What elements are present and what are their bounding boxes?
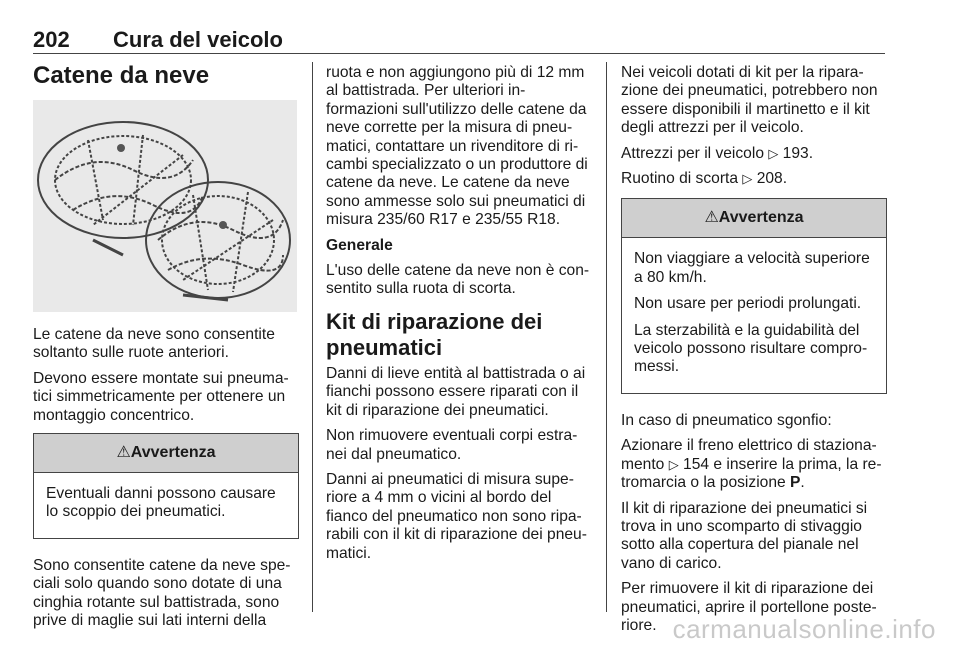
warning-box <box>621 198 887 393</box>
watermark: carmanualsonline.info <box>672 614 936 644</box>
paragraph-with-reference <box>621 170 887 188</box>
paragraph: Danni ai pneumatici di misura superiore a 4 mm o vicini al bordo del fianco del pneumatico non sono riparabili con il kit di riparazione dei pneumatici. <box>326 470 587 562</box>
paragraph: Sono consentite catene da neve speciali solo quando sono dotate di una cinghia rotante sul battistrada, sono prive di maglie sui lati interni della <box>33 556 291 630</box>
warning-text: Non viaggiare a velocità superiore a 80 km/h. <box>634 250 870 286</box>
column-3 <box>621 64 887 642</box>
section-title: Cura del veicolo <box>113 27 283 52</box>
column-1 <box>33 62 299 637</box>
warning-header <box>34 434 298 473</box>
warning-text: Non usare per periodi prolungati. <box>634 295 862 313</box>
paragraph-with-reference <box>621 145 887 163</box>
reference-arrow-icon: ▷ <box>742 171 753 187</box>
page-reference[interactable]: 154 <box>683 455 710 473</box>
paragraph: Danni di lieve entità al battistrada o ai fianchi possono essere riparati con il kit di riparazione dei pneumatici. <box>326 364 586 419</box>
reference-arrow-icon: ▷ <box>668 456 679 472</box>
warning-text: La sterzabilità e la guidabilità del veicolo possono risultare compromessi. <box>634 321 868 376</box>
section-heading-kit: Kit di riparazione dei pneumatici <box>326 308 543 360</box>
paragraph: L'uso delle catene da neve non è consentito sulla ruota di scorta. <box>326 262 590 298</box>
text: e inserire la prima, la retromarcia o la posizione <box>621 455 882 492</box>
column-divider-1 <box>312 62 313 612</box>
text: Azionare il freno elettrico di stazionamento <box>621 437 877 473</box>
paragraph: Le catene da neve sono consentite soltanto sulle ruote anteriori. <box>33 326 275 362</box>
column-divider-2 <box>606 62 607 612</box>
warning-triangle-icon: ⚠ <box>116 444 131 462</box>
paragraph: In caso di pneumatico sgonfio: <box>621 411 832 429</box>
warning-triangle-icon: ⚠ <box>704 209 719 227</box>
paragraph: Nei veicoli dotati di kit per la riparazione dei pneumatici, potrebbero non essere disponibili il martinetto e il kit degli attrezzi per il veicolo. <box>621 64 878 137</box>
paragraph: Non rimuovere eventuali corpi estranei dal pneumatico. <box>326 427 578 463</box>
warning-text: Eventuali danni possono causare lo scoppio dei pneumatici. <box>46 485 276 521</box>
warning-title: Avvertenza <box>718 209 804 227</box>
subheading-generale: Generale <box>326 236 393 254</box>
column-2 <box>326 64 592 570</box>
warning-body <box>622 238 886 392</box>
gear-position-p: P <box>790 474 801 492</box>
warning-title: Avvertenza <box>130 444 216 462</box>
page-number: 202 <box>33 27 70 52</box>
warning-body <box>34 473 298 538</box>
text: Attrezzi per il veicolo <box>621 144 769 162</box>
snow-chains-illustration <box>33 100 297 312</box>
paragraph: Il kit di riparazione dei pneumatici si trova in uno scomparto di stivaggio sotto alla copertura del pianale nel vano di carico. <box>621 499 868 572</box>
reference-arrow-icon: ▷ <box>768 145 779 161</box>
warning-header <box>622 199 886 238</box>
paragraph-with-reference <box>621 437 887 492</box>
paragraph: ruota e non aggiungono più di 12 mm al battistrada. Per ulteriori informazioni sull'utilizzo delle catene da neve corrette per la misura di pneumatici, contattare un rivenditore di ricambi specializzato o un produttore di catene da neve. Le catene da neve sono ammesse solo sui pneumatici di misura 235/60 R17 e 235/55 R18. <box>326 64 588 229</box>
text: . <box>800 474 805 492</box>
page-heading: Catene da neve <box>33 62 210 89</box>
page-reference[interactable]: 193. <box>782 144 814 162</box>
text: Ruotino di scorta <box>621 170 743 188</box>
paragraph: Devono essere montate sui pneumatici simmetricamente per ottenere un montaggio concentrico. <box>33 369 289 424</box>
paragraph: Per rimuovere il kit di riparazione dei pneumatici, aprire il portellone posteriore. <box>621 580 877 634</box>
warning-box <box>33 433 299 539</box>
header-rule <box>33 53 885 54</box>
page-reference[interactable]: 208. <box>756 170 788 188</box>
